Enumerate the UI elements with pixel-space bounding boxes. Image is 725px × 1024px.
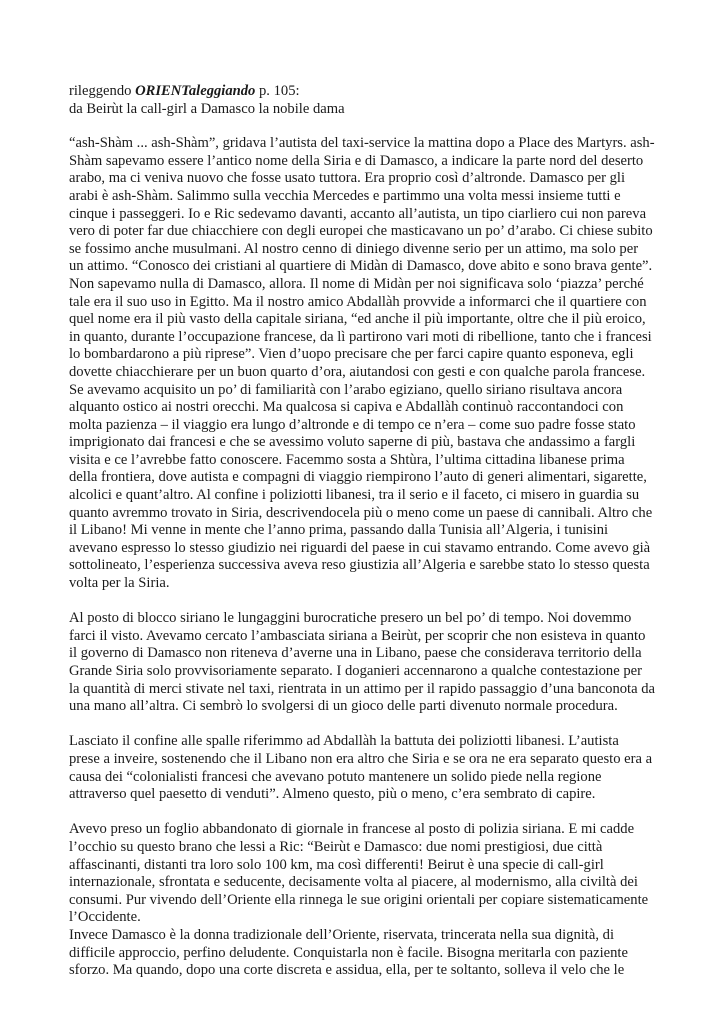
paragraph-1: “ash-Shàm ... ash-Shàm”, gridava l’autista del taxi-service la mattina dopo a Place des Martyrs. ash- Shàm sapevamo essere l’antico nome della Siria e di Damasco, a indicare la parte nord del deserto arabo, ma ci veniva nuovo che fosse usato tuttora. Era proprio così d’altronde. Damasco per gli arabi è ash-Shàm. Salimmo sulla vecchia Mercedes e partimmo una volta messi insieme tutti e cinque i passeggeri. Io e Ric sedevamo davanti, accanto all’autista, un tipo ciarliero cui non pareva vero di poter far due chiacchiere con degli europei che masticavano un po’ d’arabo. Ci chiese subito se fossimo anche musulmani. Al nostro cenno di diniego divenne serio per un attimo, ma solo per un attimo. “Conosco dei cristiani al quartiere di Midàn di Damasco, dove abito e sono brava gente”. Non sapevamo nulla di Damasco, allora. Il nome di Midàn per noi significava solo ‘piazza’ perché tale era il suo uso in Egitto. Ma il nostro amico Abdallàh provvide a informarci che il quartiere con quel nome era il più vasto della capitale siriana, “ed anche il più importante, oltre che il più eroico, in quanto, durante l’occupazione francese, da lì partirono vari moti di ribellione, tanto che i francesi lo bombardarono a più riprese”. Vien d’uopo precisare che per farci capire quanto esponeva, egli dovette chiacchierare per un buon quarto d’ora, aiutandosi con gesti e con qualche parola francese. Se avevamo acquisito un po’ di familiarità con l’arabo egiziano, quello siriano risultava ancora alquanto ostico ai nostri orecchi. Ma qualcosa si capiva e Abdallàh continuò raccontandoci con molta pazienza – il viaggio era lungo d’altronde e di tempo ce n’era – come suo padre fosse stato imprigionato dai francesi e che se avessimo voluto saperne di più, bastava che andassimo a fargli visita e ce l’avrebbe fatto conoscere. Facemmo sosta a Shtùra, l’ultima cittadina libanese prima della frontiera, dove autista e compagni di viaggio riempirono l’auto di generi alimentari, sigarette, alcolici e quant’altro. Al confine i poliziotti libanesi, tra il serio e il faceto, ci misero in guardia su quanto avremmo trovato in Siria, descrivendocela più o meno come un paese di cannibali. Altro che il Libano! Mi venne in mente che l’anno prima, passando dalla Tunisia all’Algeria, i tunisini avevano espresso lo stesso giudizio nei riguardi del paese in cui stavamo entrando. Come avevo già sottolineato, l’esperienza successiva aveva reso giustizia all’Algeria e sarebbe stato lo stesso questa volta per la Siria. <box>69 135 655 592</box>
book-title: ORIENTaleggiando <box>135 83 256 99</box>
paragraph-3: Lasciato il confine alle spalle riferimmo ad Abdallàh la battuta dei poliziotti libanesi. L’autista prese a inveire, sostenendo che il Libano non era altro che Siria e se ora ne era separato questo era a causa dei “colonialisti francesi che avevano potuto mantenere un solido piede nella regione attraverso quel paesetto di venduti”. Almeno questo, più o meno, c’era sembrato di capire. <box>69 733 653 803</box>
page-reference: p. 105: <box>255 83 300 99</box>
header-line <box>69 83 659 101</box>
paragraph-2: Al posto di blocco siriano le lungaggini burocratiche presero un bel po’ di tempo. Noi dovemmo farci il visto. Avevamo cercato l’ambasciata siriana a Beirùt, per scoprir che non esisteva in quanto il governo di Damasco non riteneva d’averne una in Libano, paese che considerava territorio della Grande Siria solo provvisoriamente separato. I doganieri accennarono a qualche contestazione per la quantità di merci stivate nel taxi, rientrata in un attimo per il rapido passaggio d’una banconota da una mano all’altra. Ci sembrò lo svolgersi di un gioco delle parti divenuto normale procedura. <box>69 610 655 715</box>
header-prefix: rileggendo <box>69 83 136 99</box>
paragraph-4: Avevo preso un foglio abbandonato di giornale in francese al posto di polizia siriana. E mi cadde l’occhio su questo brano che lessi a Ric: “Beirùt e Damasco: due nomi prestigiosi, due città affascinanti, distanti tra loro solo 100 km, ma così differenti! Beirut è una specie di call-girl internazionale, sfrontata e seducente, decisamente volta al piacere, al modernismo, alla civiltà dei consumi. Pur vivendo dell’Oriente ella rinnega le sue origini orientali per copiare sistematicamente l’Occidente. Invece Damasco è la donna tradizionale dell’Oriente, riservata, trincerata nella sua dignità, di difficile approccio, perfino deludente. Conquistarla non è facile. Bisogna meritarla con paziente sforzo. Ma quando, dopo una corte discreta e assidua, ella, per te soltanto, solleva il velo che le <box>69 821 649 979</box>
document-page <box>69 83 659 980</box>
document-subtitle: da Beirùt la call-girl a Damasco la nobile dama <box>69 100 345 117</box>
